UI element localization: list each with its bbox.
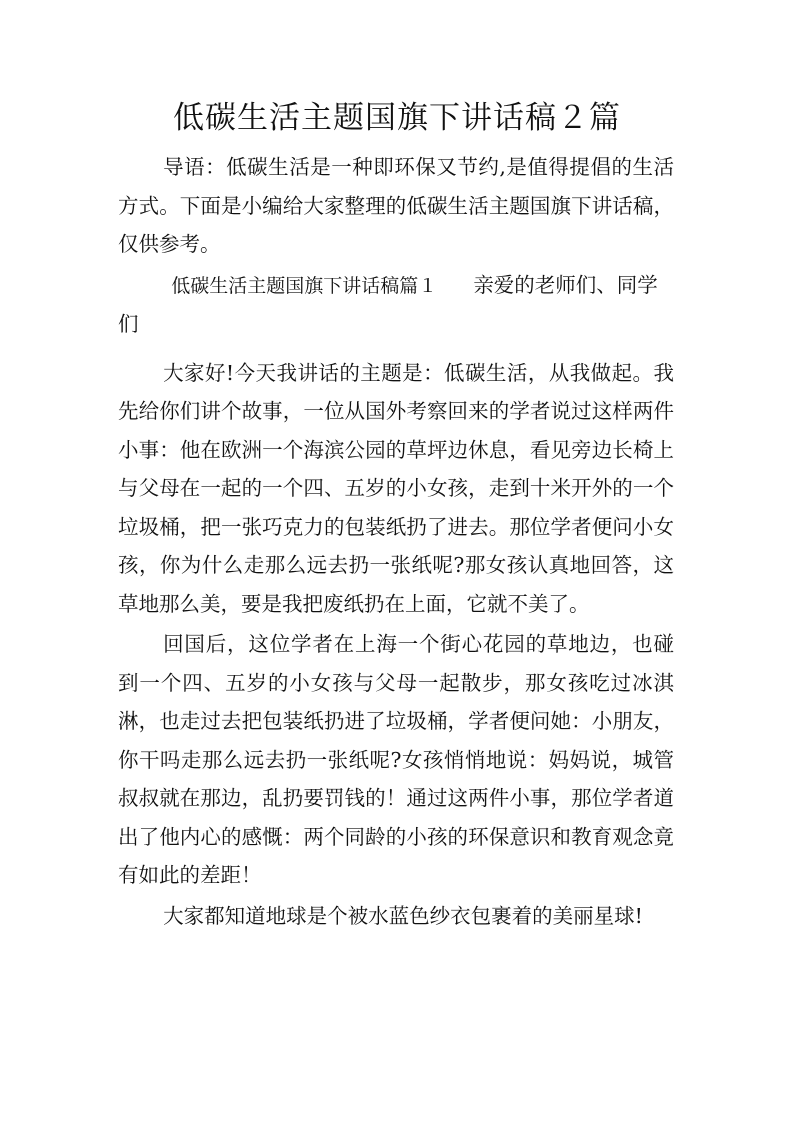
document-body xyxy=(118,148,674,935)
body-paragraph-3: 大家都知道地球是个被水蓝色纱衣包裹着的美丽星球! xyxy=(163,903,643,928)
section-heading-line xyxy=(118,266,674,344)
document-title: 低碳生活主题国旗下讲话稿２篇 xyxy=(173,100,621,136)
greeting: 亲爱的老师们、同学们 xyxy=(118,272,658,336)
body-paragraph-1: 大家好!今天我讲话的主题是：低碳生活，从我做起。我先给你们讲个故事，一位从国外考察回来的学者说过这样两件小事：他在欧洲一个海滨公园的草坪边休息，看见旁边长椅上与父母在一起的一个四、五岁的小女孩，走到十米开外的一个垃圾桶，把一张巧克力的包装纸扔了进去。那位学者便问小女孩，你为什么走那么远去扔一张纸呢?那女孩认真地回答，这草地那么美，要是我把废纸扔在上面，它就不美了。 xyxy=(118,360,674,616)
body-paragraph-2: 回国后，这位学者在上海一个街心花园的草地边，也碰到一个四、五岁的小女孩与父母一起散步，那女孩吃过冰淇淋，也走过去把包装纸扔进了垃圾桶，学者便问她：小朋友，你干吗走那么远去扔一张纸呢?女孩悄悄地说：妈妈说，城管叔叔就在那边，乱扔要罚钱的！通过这两件小事，那位学者道出了他内心的感慨：两个同龄的小孩的环保意识和教育观念竟有如此的差距！ xyxy=(118,632,674,887)
intro-paragraph: 导语：低碳生活是一种即环保又节约,是值得提倡的生活方式。下面是小编给大家整理的低碳生活主题国旗下讲话稿，仅供参考。 xyxy=(118,155,674,256)
section-heading: 低碳生活主题国旗下讲话稿篇１ xyxy=(171,274,438,297)
